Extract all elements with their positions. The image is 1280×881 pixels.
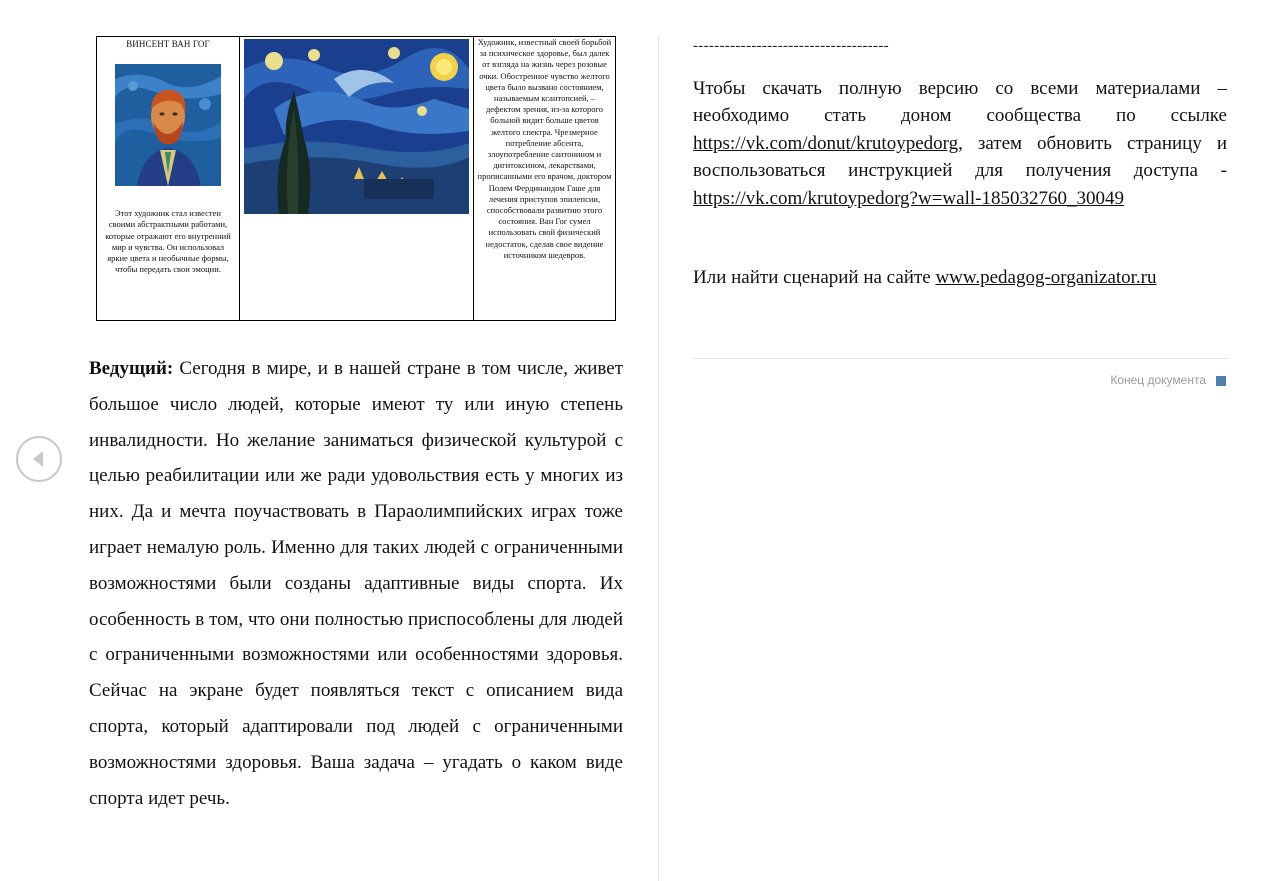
donut-link[interactable]: https://vk.com/donut/krutoypedorg	[693, 132, 959, 154]
download-text-2: , затем обновить страницу и воспользоваться инструкцией для получения доступа -	[693, 132, 1227, 182]
presenter-text: Сегодня в мире, и в нашей стране в том числе, живет большое число людей, которые имеют ту или иную степень инвалидности. Но желание заниматься физической культурой с целью реабилитации или же ради удовольствия есть у многих из них. Да и мечта поучаствовать в Параолимпийских играх тоже играет немалую роль. Именно для таких людей с ограниченными возможностями были созданы адаптивные виды спорта. Их особенность в том, что они полностью приспособлены для людей с ограниченными возможностями или особенностями здоровья. Сейчас на экране будет появляться текст с описанием вида спорта, который адаптировали под людей с ограниченными возможностями здоровья. Ваша задача – угадать о каком виде спорта идет речь.	[89, 358, 623, 809]
history-cell	[474, 37, 616, 321]
end-of-document-label: Конец документа	[1110, 373, 1206, 387]
site-reference	[693, 264, 1157, 291]
artist-cell	[97, 37, 240, 321]
chevron-left-icon	[29, 449, 49, 469]
presenter-paragraph	[89, 351, 623, 816]
previous-page-button[interactable]	[16, 436, 62, 482]
site-text-label: Или найти сценарий на сайте	[693, 267, 936, 288]
painting-cell	[240, 37, 474, 321]
wall-post-link[interactable]: https://vk.com/krutoypedorg?w=wall-185032760_30049	[693, 187, 1124, 209]
end-of-document-rule	[693, 358, 1228, 359]
page-divider	[658, 36, 659, 881]
starry-night-painting-image	[244, 39, 469, 214]
download-text-1: Чтобы скачать полную версию со всеми материалами – необходимо стать доном сообщества по ссылке	[693, 78, 1227, 127]
artist-name-caption: ВИНСЕНТ ВАН ГОГ	[126, 39, 210, 49]
download-instructions	[693, 75, 1227, 212]
dashed-separator: -------------------------------------	[693, 38, 889, 54]
site-link[interactable]: www.pedagog-organizator.ru	[935, 267, 1157, 288]
artist-info-table	[96, 36, 616, 321]
end-marker-icon	[1216, 376, 1226, 386]
artist-description: Этот художник стал известен своими абстрактными работами, которые отражают его внутренний мир и чувства. Он использовал яркие цвета и необычные формы, чтобы передать свои эмоции.	[105, 208, 231, 275]
van-gogh-portrait-image	[115, 64, 221, 186]
artist-history-text: Художник, известный своей борьбой за психическое здоровье, был далек от взгляда на жизнь через розовые очки. Обостренное чувство желтого цвета было вызвано состоянием, называемым ксантопсией, – дефектом зрения, из-за которого больной видит больше цветов желтого спектра. Чрезмерное потребление абсента, злоупотребление сантонином и дигитоксином, лекарствами, прописанными его врачом, доктором Полем Фердинандом Гаше для лечения приступов эпилепсии, способствовали развитию этого состояния. Ван Гог сумел использовать свой физический недостаток, сделав свое видение источником шедевров.	[477, 37, 612, 260]
speaker-label: Ведущий:	[89, 358, 174, 379]
